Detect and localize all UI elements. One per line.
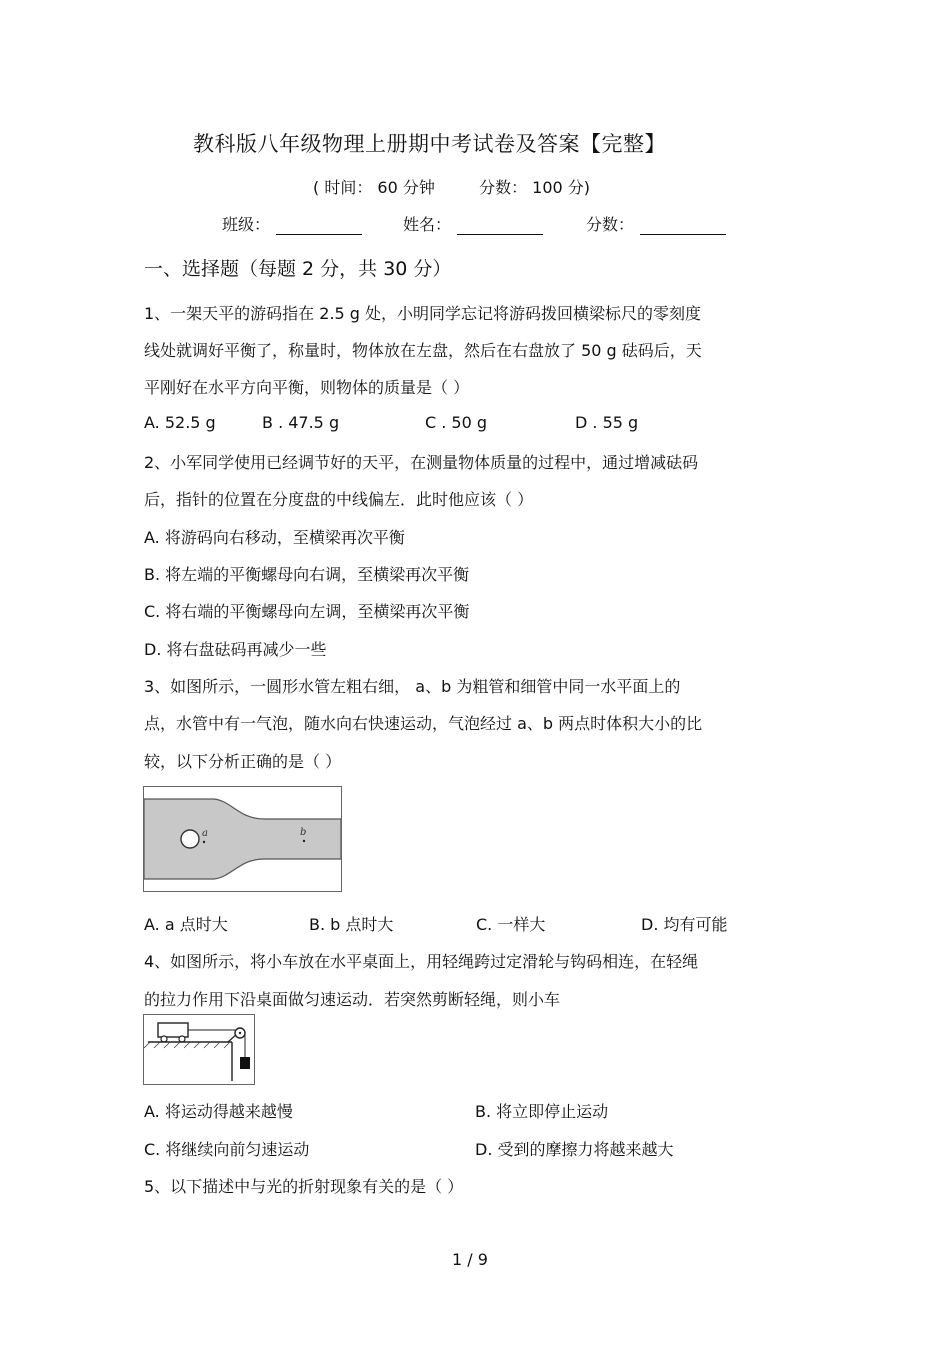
- section-heading: 一、选择题（每题 2 分，共 30 分）: [144, 258, 452, 280]
- cart-icon: [158, 1023, 188, 1037]
- class-blank: [276, 218, 362, 235]
- q1-line-3: 平刚好在水平方向平衡，则物体的质量是（ ）: [144, 378, 470, 397]
- name-label: 姓名：: [403, 215, 452, 234]
- q2-option-a: A. 将游码向右移动，至横梁再次平衡: [144, 528, 405, 547]
- q3-option-d: D. 均有可能: [641, 915, 728, 934]
- cart-pulley-diagram: [144, 1015, 254, 1084]
- q1-option-b: B . 47.5 g: [262, 413, 340, 432]
- q1-option-d: D . 55 g: [575, 413, 639, 432]
- name-field: [403, 212, 543, 235]
- q3-option-c: C. 一样大: [476, 915, 546, 934]
- total-score: 分数： 100 分): [479, 178, 591, 197]
- water-pipe-diagram: [144, 787, 341, 891]
- point-a-label: a: [202, 828, 208, 839]
- q1-line-1: 1、一架天平的游码指在 2.5 g 处，小明同学忘记将游码拨回横梁标尺的零刻度: [144, 304, 702, 323]
- weight-icon: [240, 1057, 250, 1069]
- q2-option-c: C. 将右端的平衡螺母向左调，至横梁再次平衡: [144, 602, 470, 621]
- cart-pulley-figure: [143, 1014, 255, 1085]
- score-blank: [640, 218, 726, 235]
- q3-option-b: B. b 点时大: [309, 915, 394, 934]
- point-b-label: b: [300, 827, 307, 838]
- q4-option-c: C. 将继续向前匀速运动: [144, 1140, 310, 1159]
- q2-line-1: 2、小军同学使用已经调节好的天平，在测量物体质量的过程中，通过增减砝码: [144, 453, 699, 472]
- q4-option-b: B. 将立即停止运动: [475, 1102, 609, 1121]
- q4-line-2: 的拉力作用下沿桌面做匀速运动．若突然剪断轻绳，则小车: [144, 990, 561, 1009]
- score-label: 分数：: [586, 215, 635, 234]
- q2-option-d: D. 将右盘砝码再减少一些: [144, 640, 327, 659]
- bubble-icon: [181, 830, 199, 848]
- q4-option-a: A. 将运动得越来越慢: [144, 1102, 293, 1121]
- q3-option-a: A. a 点时大: [144, 915, 228, 934]
- q1-option-c: C . 50 g: [425, 413, 488, 432]
- q4-line-1: 4、如图所示，将小车放在水平桌面上，用轻绳跨过定滑轮与钩码相连，在轻绳: [144, 952, 699, 971]
- q5-line-1: 5、以下描述中与光的折射现象有关的是（ ）: [144, 1177, 464, 1196]
- time-limit: ( 时间： 60 分钟: [313, 178, 435, 197]
- q3-line-2: 点，水管中有一气泡，随水向右快速运动，气泡经过 a、b 两点时体积大小的比: [144, 714, 703, 733]
- q3-line-1: 3、如图所示，一圆形水管左粗右细， a、b 为粗管和细管中同一水平面上的: [144, 677, 681, 696]
- exam-meta: [313, 175, 590, 198]
- name-blank: [457, 218, 543, 235]
- class-label: 班级：: [222, 215, 271, 234]
- page-number: 1 / 9: [452, 1250, 488, 1269]
- page-title: 教科版八年级物理上册期中考试卷及答案【完整】: [193, 132, 666, 156]
- water-pipe-figure: [143, 786, 342, 892]
- class-field: [222, 212, 362, 235]
- q1-option-a: A. 52.5 g: [144, 413, 216, 432]
- score-field: [586, 212, 726, 235]
- q4-option-d: D. 受到的摩擦力将越来越大: [475, 1140, 674, 1159]
- q2-option-b: B. 将左端的平衡螺母向右调，至横梁再次平衡: [144, 565, 470, 584]
- q2-line-2: 后，指针的位置在分度盘的中线偏左．此时他应该（ ）: [144, 490, 534, 509]
- q3-line-3: 较，以下分析正确的是（ ）: [144, 752, 342, 771]
- q1-line-2: 线处就调好平衡了，称量时，物体放在左盘，然后在右盘放了 50 g 砝码后，天: [144, 341, 702, 360]
